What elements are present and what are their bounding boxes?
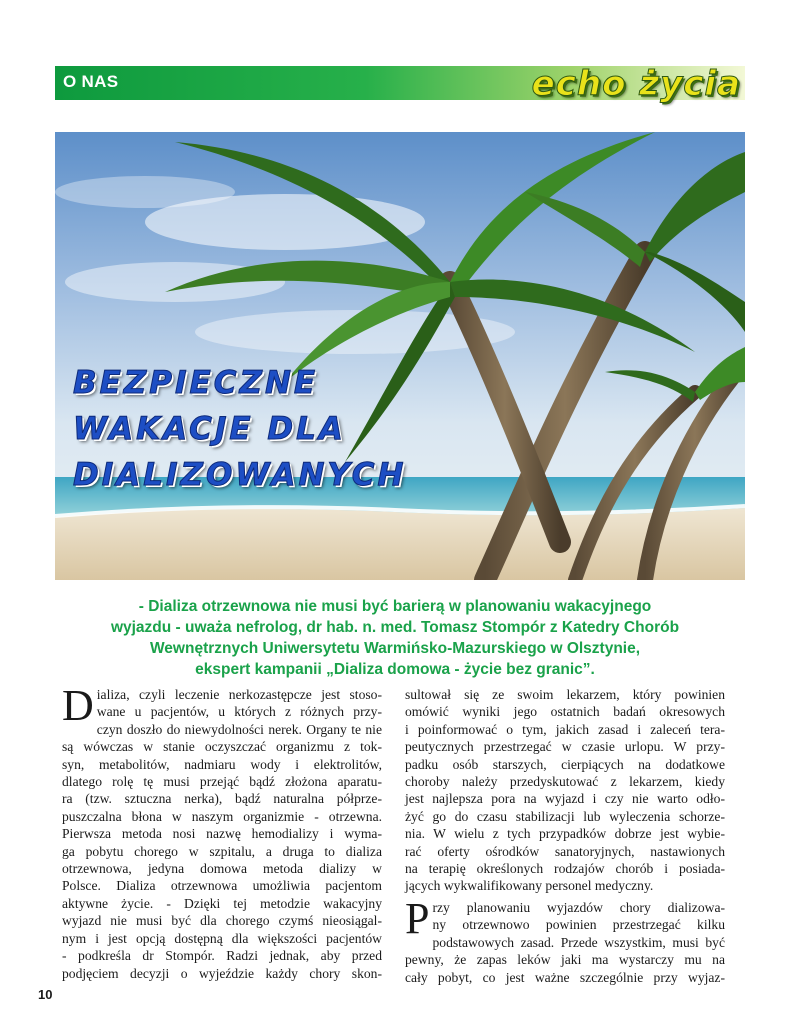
body-line: na terapię określonych rodzajów chorób i posiada- [405, 861, 725, 877]
lead-line: ekspert kampanii „Dializa domowa - życie bez granic”. [195, 661, 595, 678]
body-line: podjęciem decyzji o wyjeździe każdy chory skon- [62, 965, 382, 981]
lead-line: Wewnętrznych Uniwersytetu Warmińsko-Mazurskiego w Olsztynie, [149, 640, 641, 657]
section-label: O NAS [63, 72, 119, 91]
lead-paragraph [90, 596, 700, 680]
body-line: peutycznych przestrzegać w czasie urlopu. W przy- [405, 739, 725, 755]
body-line: pewny, że zapas leków jaki ma wystarczy mu na [405, 952, 725, 968]
article-column-right [405, 686, 725, 986]
body-line: i poinformować o tym, jakich zasad i zaleceń tera- [405, 721, 725, 737]
body-line: nym i jest opcją dostępną dla większości pacjentów [62, 930, 382, 946]
body-line: rzy planowaniu wyjazdów chory dializowa- [432, 899, 725, 915]
body-line: ga pobytu chorego w szpitalu, a druga to dializa [62, 843, 382, 859]
body-line: ny otrzewnowo powinien przestrzegać kilku [432, 917, 725, 933]
body-line: wyjazd nie musi być dla chorego czymś nieosiągal- [62, 913, 382, 929]
body-line: jest najlepsza pora na wyjazd i czy nie warto odło- [405, 791, 725, 807]
lead-line: wyjazdu - uważa nefrolog, dr hab. n. med. Tomasz Stompór z Katedry Chorób [110, 619, 680, 636]
body-line: rać oferty ośrodków sanatoryjnych, nastawionych [405, 843, 725, 859]
body-line: są wówczas w stanie oczyszczać organizmu z tok- [62, 739, 382, 755]
section-header-bar [55, 64, 745, 104]
article-column-left [62, 681, 382, 982]
body-line: - podkreśla dr Stompór. Radzi jednak, aby przed [62, 948, 382, 964]
body-line: wane u pacjentów, u których z różnych przy- [96, 704, 382, 720]
lead-line: - Dializa otrzewnowa nie musi być barierą w planowaniu wakacyjnego [138, 598, 652, 615]
body-line: dlatego rolę tę musi przejąć bądź złożona aparatu- [62, 774, 382, 790]
body-line: cały pobyt, co jest ważne szczególnie przy wyjaz- [405, 969, 725, 985]
body-line: jących wykwalifikowany personel medyczny. [405, 878, 654, 894]
body-line: sultował się ze swoim lekarzem, który powinien [405, 687, 725, 702]
body-line: ra (tzw. sztuczna nerka), bądź naturalna półprze- [62, 791, 382, 807]
body-line: Polsce. Dializa otrzewnowa umożliwia pacjentom [62, 878, 382, 894]
page-number: 10 [38, 987, 53, 1002]
body-line: syn, metabolitów, nadmiaru wody i elektrolitów, [62, 756, 382, 772]
headline-line: WAKACJE DLA [73, 411, 346, 447]
magazine-logo: echo życia [531, 64, 741, 104]
body-line: omówić wyniki jego ostatnich badań okresowych [405, 704, 725, 720]
body-line: choroby należy przedyskutować z lekarzem, kiedy [405, 774, 725, 790]
body-line: czyn doszło do niewydolności nerek. Organy te nie [96, 721, 382, 737]
drop-cap: D [62, 681, 94, 730]
body-line: ializa, czyli leczenie nerkozastępcze jest stoso- [96, 687, 382, 702]
body-line: żyć go do czasu stabilizacji lub wyleczenia schorze- [405, 808, 725, 824]
body-line: aktywne życie. - Dzięki tej metodzie wakacyjny [62, 895, 382, 911]
body-line: puszczalna błona w naszym organizmie - otrzewna. [62, 808, 382, 824]
headline-line: DIALIZOWANYCH [73, 457, 407, 493]
body-line: nia. W wielu z tych przypadków dobrze jest wybie- [405, 826, 725, 842]
body-line: Pierwsza metoda nosi nazwę hemodializy i wyma- [62, 826, 382, 842]
headline [73, 360, 406, 498]
headline-line: BEZPIECZNE [73, 365, 319, 401]
palm-beach-illustration [55, 132, 745, 580]
body-line: otrzewnowa, jedyna domowa metoda dializy w [62, 861, 382, 877]
drop-cap: P [405, 893, 430, 943]
paragraph [405, 893, 725, 986]
body-line: padku osób starszych, cierpiących na dodatkowe [405, 756, 725, 772]
body-line: podstawowych zasad. Przede wszystkim, musi być [432, 934, 725, 950]
hero-photo [55, 132, 745, 580]
